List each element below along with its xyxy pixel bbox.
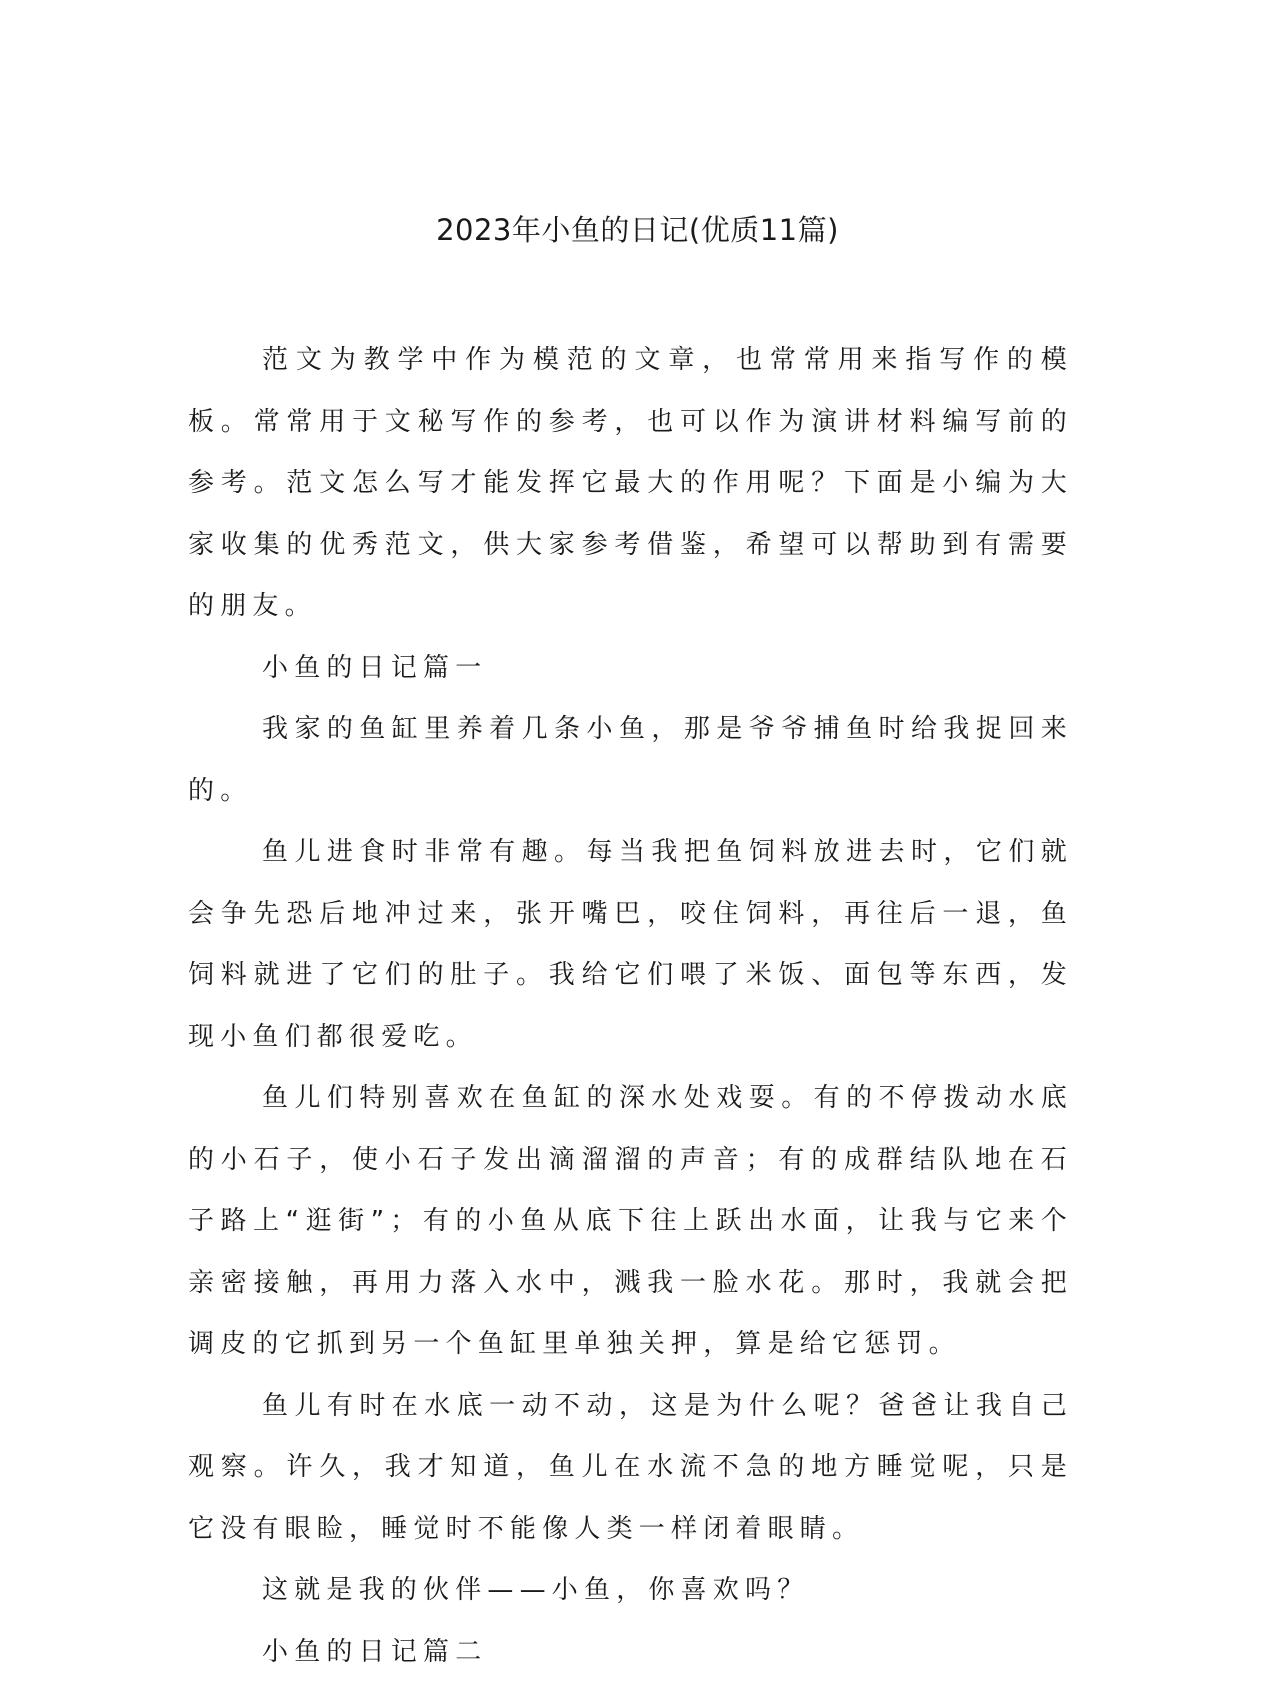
body-paragraph: 鱼儿进食时非常有趣。每当我把鱼饲料放进去时，它们就会争先恐后地冲过来，张开嘴巴，咬住饲料，再往后一退，鱼饲料就进了它们的肚子。我给它们喂了米饭、面包等东西，发现小鱼们都很爱吃。 bbox=[188, 822, 1073, 1068]
body-paragraph: 鱼儿有时在水底一动不动，这是为什么呢？爸爸让我自己观察。许久，我才知道，鱼儿在水流不急的地方睡觉呢，只是它没有眼睑，睡觉时不能像人类一样闭着眼睛。 bbox=[188, 1376, 1073, 1561]
body-paragraph: 我家的鱼缸里养着几条小鱼，那是爷爷捕鱼时给我捉回来的。 bbox=[188, 699, 1073, 822]
body-paragraph: 鱼儿们特别喜欢在鱼缸的深水处戏耍。有的不停拨动水底的小石子，使小石子发出滴溜溜的声音；有的成群结队地在石子路上“逛街”；有的小鱼从底下往上跃出水面，让我与它来个亲密接触，再用力落入水中，溅我一脸水花。那时，我就会把调皮的它抓到另一个鱼缸里单独关押，算是给它惩罚。 bbox=[188, 1068, 1073, 1376]
body-paragraph: 这就是我的伙伴——小鱼，你喜欢吗？ bbox=[188, 1560, 1073, 1622]
intro-paragraph: 范文为教学中作为模范的文章，也常常用来指写作的模板。常常用于文秘写作的参考，也可以作为演讲材料编写前的参考。范文怎么写才能发挥它最大的作用呢？下面是小编为大家收集的优秀范文，供大家参考借鉴，希望可以帮助到有需要的朋友。 bbox=[188, 330, 1073, 638]
section-heading-2: 小鱼的日记篇二 bbox=[188, 1622, 1073, 1683]
section-heading-1: 小鱼的日记篇一 bbox=[188, 638, 1073, 700]
document-title: 2023年小鱼的日记(优质11篇) bbox=[0, 210, 1275, 250]
document-body bbox=[188, 330, 1073, 1683]
